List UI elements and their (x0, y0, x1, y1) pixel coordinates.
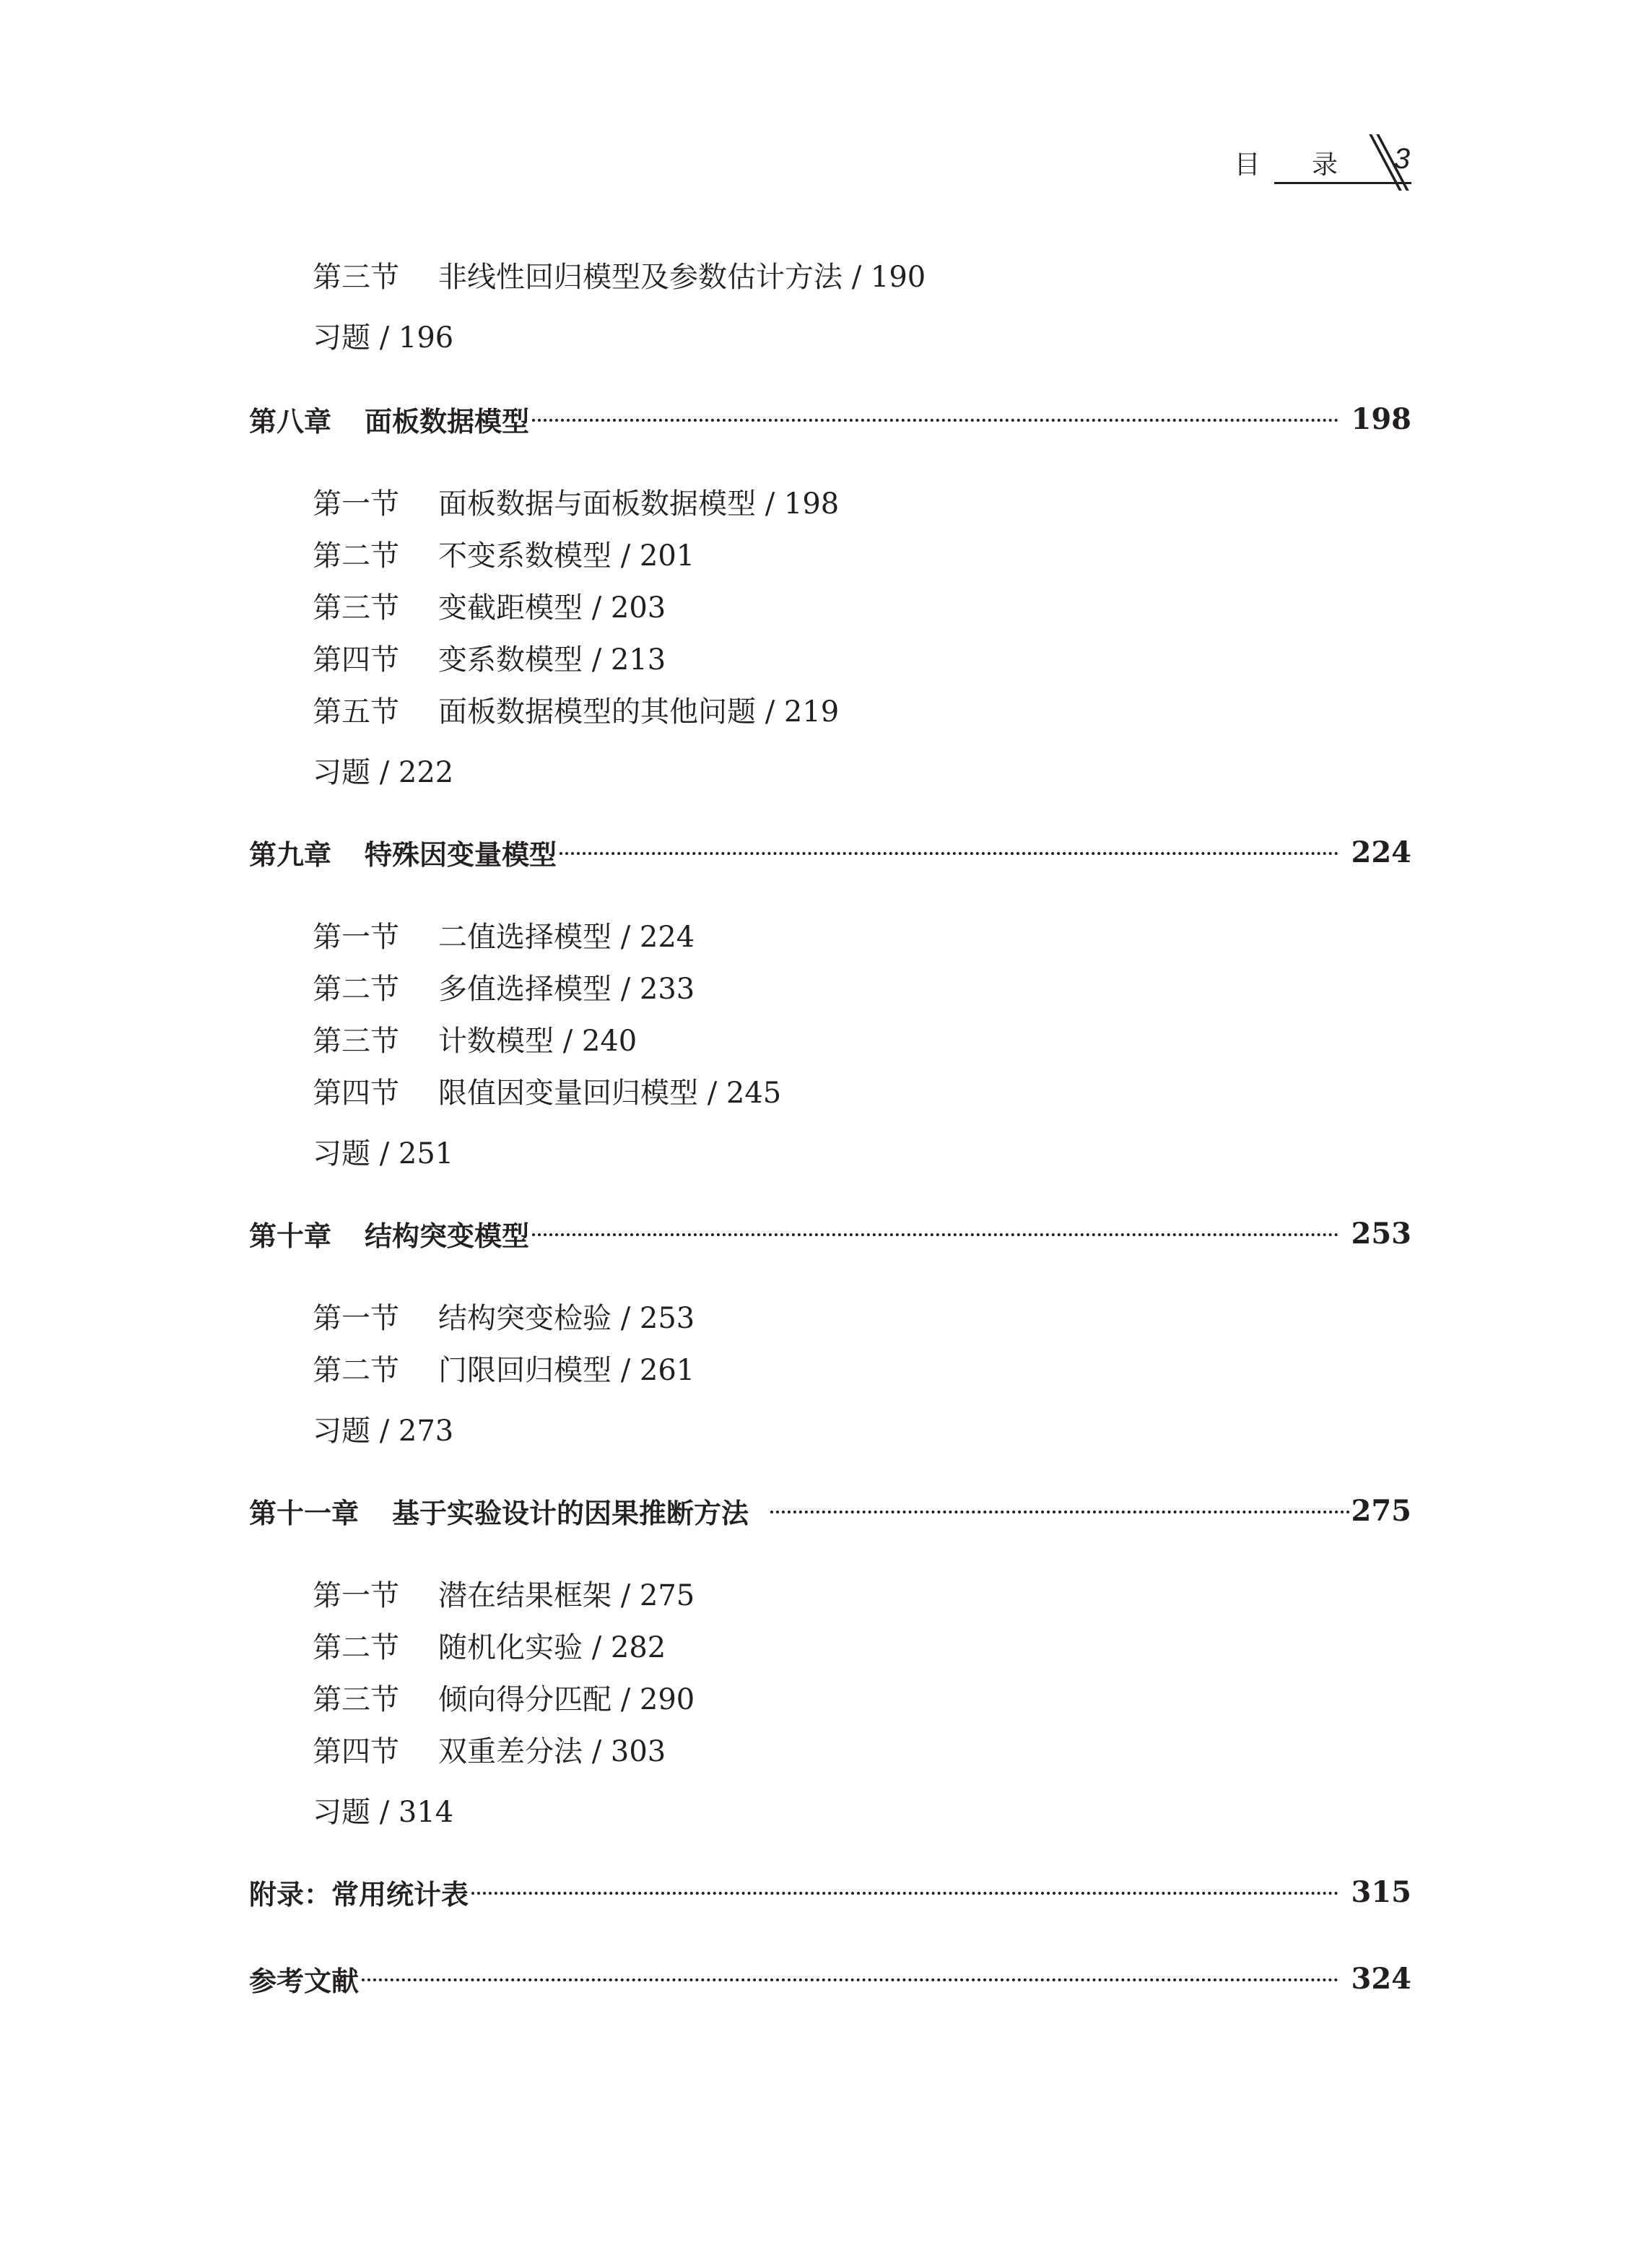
section-number: 第一节 (313, 921, 399, 954)
appendix-title: 附录：常用统计表 (249, 1878, 469, 1911)
toc-exercise-entry[interactable]: 习题 / 273 (313, 1415, 454, 1448)
toc-chapter-entry[interactable] (249, 1493, 1411, 1529)
chapter-page: 198 (1351, 401, 1411, 436)
section-title: 结构突变检验 / 253 (438, 1302, 695, 1335)
toc-exercise-entry[interactable]: 习题 / 314 (313, 1796, 454, 1829)
chapter-page: 224 (1351, 835, 1411, 869)
section-title: 潜在结果框架 / 275 (438, 1579, 695, 1612)
section-title: 面板数据模型的其他问题 / 219 (438, 695, 840, 729)
section-number: 第四节 (313, 643, 399, 677)
section-number: 第二节 (313, 1631, 399, 1664)
section-title: 面板数据与面板数据模型 / 198 (438, 487, 840, 521)
section-title: 门限回归模型 / 261 (438, 1354, 695, 1387)
dot-leader (770, 1511, 1349, 1513)
section-title: 双重差分法 / 303 (438, 1735, 666, 1768)
toc-appendix-entry[interactable] (249, 1874, 1411, 1910)
section-number: 第一节 (313, 1302, 399, 1335)
dot-leader (362, 1978, 1338, 1981)
section-title: 二值选择模型 / 224 (438, 921, 695, 954)
section-number: 第三节 (313, 1025, 399, 1058)
references-page: 324 (1351, 1961, 1411, 1996)
section-title: 变截距模型 / 203 (438, 591, 666, 625)
section-title: 变系数模型 / 213 (438, 643, 666, 677)
chapter-page: 253 (1351, 1216, 1411, 1251)
references-title: 参考文献 (249, 1965, 360, 1997)
dot-leader (471, 1892, 1338, 1895)
section-title: 随机化实验 / 282 (438, 1631, 666, 1664)
section-title: 不变系数模型 / 201 (438, 539, 695, 573)
section-title: 计数模型 / 240 (438, 1025, 637, 1058)
chapter-number: 第八章 (249, 405, 332, 438)
section-title: 多值选择模型 / 233 (438, 973, 695, 1006)
dot-leader (532, 1233, 1338, 1236)
dot-leader (532, 419, 1338, 422)
header-label: 目 录 (1234, 150, 1359, 180)
toc-references-entry[interactable] (249, 1960, 1411, 1997)
section-title: 非线性回归模型及参数估计方法 / 190 (438, 261, 926, 294)
chapter-title: 面板数据模型 (365, 405, 530, 438)
section-number: 第五节 (313, 695, 399, 729)
section-title: 限值因变量回归模型 / 245 (438, 1077, 782, 1110)
header-rule (1274, 182, 1411, 184)
section-number: 第二节 (313, 973, 399, 1006)
appendix-page: 315 (1351, 1874, 1411, 1909)
toc-exercise-entry[interactable]: 习题 / 196 (313, 321, 454, 355)
chapter-title: 特殊因变量模型 (365, 838, 557, 871)
section-number: 第三节 (313, 261, 399, 294)
dot-leader (560, 852, 1338, 855)
header-page-number: 3 (1393, 143, 1410, 175)
section-number: 第二节 (313, 539, 399, 573)
chapter-page: 275 (1351, 1493, 1411, 1528)
toc-chapter-entry[interactable] (249, 834, 1411, 870)
section-title: 倾向得分匹配 / 290 (438, 1683, 695, 1716)
chapter-number: 第十章 (249, 1220, 332, 1252)
section-number: 第二节 (313, 1354, 399, 1387)
chapter-number: 第九章 (249, 838, 332, 871)
section-number: 第四节 (313, 1735, 399, 1768)
section-number: 第一节 (313, 1579, 399, 1612)
chapter-title: 结构突变模型 (365, 1220, 530, 1252)
section-number: 第三节 (313, 591, 399, 625)
section-number: 第四节 (313, 1077, 399, 1110)
chapter-title: 基于实验设计的因果推断方法 (392, 1497, 749, 1529)
section-number: 第三节 (313, 1683, 399, 1716)
toc-exercise-entry[interactable]: 习题 / 222 (313, 756, 454, 789)
toc-exercise-entry[interactable]: 习题 / 251 (313, 1137, 454, 1170)
chapter-number: 第十一章 (249, 1497, 360, 1529)
section-number: 第一节 (313, 487, 399, 521)
toc-chapter-entry[interactable] (249, 1215, 1411, 1251)
toc-chapter-entry[interactable] (249, 401, 1411, 437)
